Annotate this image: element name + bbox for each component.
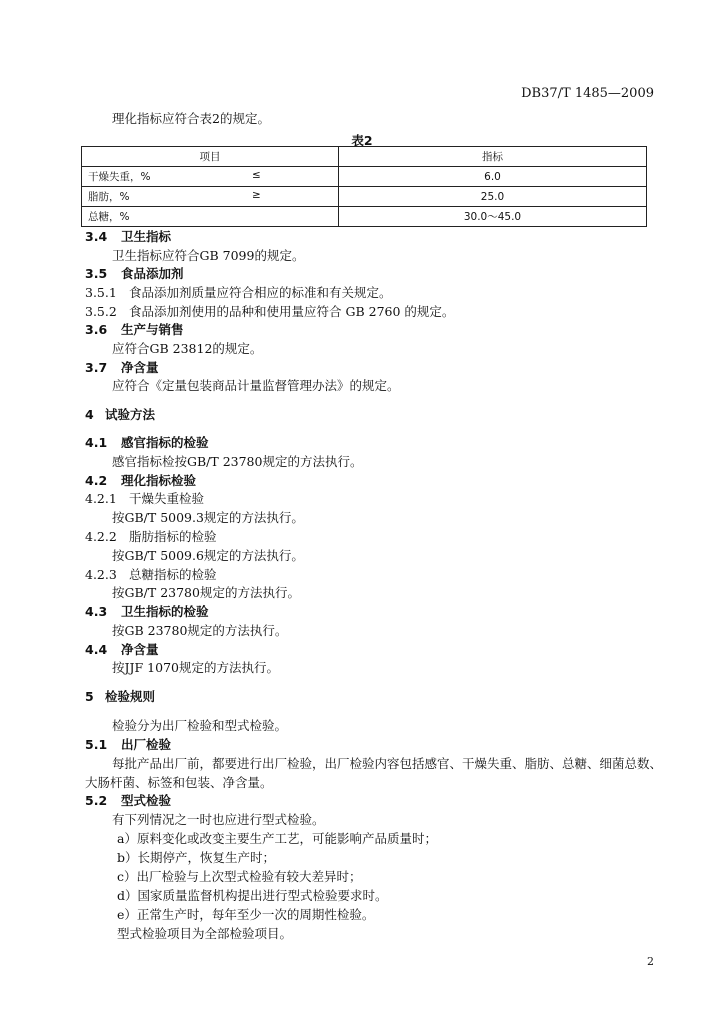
heading-5-1: 5.1 出厂检验 — [85, 737, 172, 752]
row-symbol: ≤ — [252, 169, 261, 181]
table-row — [82, 207, 647, 227]
table-row — [82, 167, 647, 187]
text-4-3: 按GB 23780规定的方法执行。 — [112, 623, 288, 638]
heading-4-4: 4.4 净含量 — [85, 642, 159, 657]
row-symbol: ≥ — [252, 189, 261, 201]
heading-4-2-3: 4.2.3 总糖指标的检验 — [85, 567, 217, 582]
heading-3-6: 3.6 生产与销售 — [85, 322, 184, 337]
table-caption: 表2 — [351, 133, 373, 148]
text-5-1-line1: 每批产品出厂前，都要进行出厂检验，出厂检验内容包括感官、干燥失重、脂肪、总糖、细菌总数、 — [112, 756, 663, 771]
header-value: 指标 — [339, 147, 647, 167]
row-item-cell — [82, 187, 339, 207]
heading-4-3: 4.3 卫生指标的检验 — [85, 604, 209, 619]
list-item: e）正常生产时，每年至少一次的周期性检验。 — [117, 907, 375, 922]
heading-4: 4 试验方法 — [85, 407, 156, 422]
row-value: 6.0 — [339, 167, 647, 187]
heading-3-4: 3.4 卫生指标 — [85, 229, 172, 244]
list-item: a）原料变化或改变主要生产工艺，可能影响产品质量时； — [117, 831, 437, 846]
text-3-7: 应符合《定量包装商品计量监督管理办法》的规定。 — [112, 378, 400, 393]
heading-5-2: 5.2 型式检验 — [85, 793, 172, 808]
text-3-5-2: 3.5.2 食品添加剂使用的品种和使用量应符合 GB 2760 的规定。 — [85, 304, 455, 319]
text-4-2-2: 按GB/T 5009.6规定的方法执行。 — [112, 548, 304, 563]
list-item: d）国家质量监督机构提出进行型式检验要求时。 — [117, 888, 388, 903]
heading-4-2: 4.2 理化指标检验 — [85, 473, 197, 488]
indicator-table — [81, 146, 647, 227]
text-3-6: 应符合GB 23812的规定。 — [112, 341, 263, 356]
heading-3-5: 3.5 食品添加剂 — [85, 266, 184, 281]
text-3-4: 卫生指标应符合GB 7099的规定。 — [112, 248, 305, 263]
table-header-row — [82, 147, 647, 167]
text-5-2-closing: 型式检验项目为全部检验项目。 — [117, 926, 293, 941]
heading-4-1: 4.1 感官指标的检验 — [85, 435, 209, 450]
text-3-5-1: 3.5.1 食品添加剂质量应符合相应的标准和有关规定。 — [85, 285, 392, 300]
row-item: 干燥失重，% — [88, 171, 151, 183]
heading-4-2-2: 4.2.2 脂肪指标的检验 — [85, 529, 217, 544]
list-item: c）出厂检验与上次型式检验有较大差异时； — [117, 869, 362, 884]
page-number: 2 — [647, 955, 654, 968]
text-5-2-intro: 有下列情况之一时也应进行型式检验。 — [112, 812, 325, 827]
row-value: 30.0～45.0 — [339, 207, 647, 227]
text-4-1: 感官指标检按GB/T 23780规定的方法执行。 — [112, 454, 363, 469]
text-4-4: 按JJF 1070规定的方法执行。 — [112, 660, 279, 675]
standard-code: DB37/T 1485—2009 — [521, 86, 654, 101]
heading-3-7: 3.7 净含量 — [85, 360, 159, 375]
text-4-2-1: 按GB/T 5009.3规定的方法执行。 — [112, 510, 304, 525]
row-item-cell — [82, 207, 339, 227]
heading-5: 5 检验规则 — [85, 689, 156, 704]
row-item-cell — [82, 167, 339, 187]
text-5-intro: 检验分为出厂检验和型式检验。 — [112, 718, 288, 733]
row-item: 脂肪，% — [88, 191, 130, 203]
list-item: b）长期停产，恢复生产时； — [117, 850, 276, 865]
table-row — [82, 187, 647, 207]
text-4-2-3: 按GB/T 23780规定的方法执行。 — [112, 585, 300, 600]
row-item: 总糖，% — [88, 211, 130, 223]
heading-4-2-1: 4.2.1 干燥失重检验 — [85, 491, 205, 506]
header-item: 项目 — [82, 147, 339, 167]
text-5-1-line2: 大肠杆菌、标签和包装、净含量。 — [85, 775, 273, 790]
row-value: 25.0 — [339, 187, 647, 207]
physchem-intro: 理化指标应符合表2的规定。 — [112, 111, 270, 126]
